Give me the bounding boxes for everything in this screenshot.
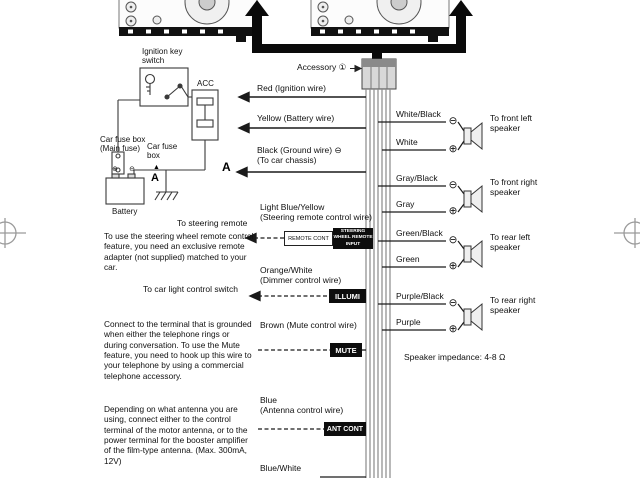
speaker-wire-neg-label: Purple/Black: [396, 291, 444, 301]
steering-note: To use the steering wheel remote control feature, you need an exclusive remote adapter (not supplied) matched to your car.: [104, 231, 254, 273]
ground-icon: [155, 192, 178, 200]
battery-minus-icon: ⊖: [129, 165, 135, 173]
to-steering-remote-label: To steering remote: [177, 218, 248, 228]
speaker-icon: [464, 241, 482, 267]
battery-label: Battery: [112, 207, 138, 216]
acc-label: ACC: [197, 79, 214, 88]
speaker-dest-label: To front right speaker: [490, 177, 538, 197]
plus-icon: ⊕: [448, 205, 458, 217]
speaker-wire-pos-label: Gray: [396, 199, 415, 209]
antenna-wire-sublabel: (Antenna control wire): [260, 405, 344, 415]
yellow-wire-label: Yellow (Battery wire): [257, 113, 335, 123]
steering-wire-label: Light Blue/Yellow: [260, 202, 325, 212]
harness-connector: [362, 59, 396, 89]
mute-note: Connect to the terminal that is grounded when either the telephone rings or during conversation. To use the Mute feature, you need to hook up this wire to your telephone by using a commercial telephone accessory.: [104, 319, 252, 381]
main-fuse-label: (Main fuse): [100, 144, 141, 153]
ignition-switch-label: Ignition key switch: [142, 47, 183, 66]
mute-box: MUTE: [330, 343, 362, 357]
plus-icon: ⊕: [448, 260, 458, 272]
accessory-pointer-icon: [350, 66, 361, 72]
blue-white-wire-label: Blue/White: [260, 463, 302, 473]
steering-input-box: STEERING WHEEL REMOTE INPUT: [333, 228, 373, 249]
speaker-dest-label: To rear right speaker: [490, 295, 536, 315]
speaker-wire-neg-label: Green/Black: [396, 228, 443, 238]
speaker-icon: [464, 123, 482, 149]
speaker-dest-label: To rear left speaker: [490, 232, 531, 252]
minus-icon: ⊖: [448, 234, 458, 246]
illumi-box: ILLUMI: [329, 289, 366, 303]
minus-icon: ⊖: [448, 115, 458, 127]
steering-wire-sublabel: (Steering remote control wire): [260, 212, 372, 222]
registration-mark-right: [614, 218, 640, 248]
to-car-light-label: To car light control switch: [143, 284, 238, 294]
speaker-icon: [464, 186, 482, 212]
antenna-note: Depending on what antenna you are using, connect either to the control terminal of the motor antenna, or to the power terminal for the booster amplifier of the film-type antenna. (Max. 300mA, 12V): [104, 404, 248, 466]
black-wire-sublabel: (To car chassis): [257, 155, 317, 165]
minus-icon: ⊖: [448, 179, 458, 191]
harness-trunk: [252, 44, 466, 60]
chassis-marker-a2: A: [151, 172, 159, 184]
accessory-label: Accessory ①: [297, 62, 347, 72]
speaker-impedance-label: Speaker impedance: 4-8 Ω: [404, 352, 506, 362]
ant-cont-box: ANT CONT: [324, 422, 366, 436]
battery-plus-icon: ⊕: [112, 165, 118, 173]
speaker-wire-pos-label: Green: [396, 254, 420, 264]
chassis-marker-arrow-icon: ▲: [153, 164, 160, 171]
illumi-wire-sublabel: (Dimmer control wire): [260, 275, 342, 285]
speaker-dest-label: To front left speaker: [490, 113, 533, 133]
speaker-wire-pos-label: White: [396, 137, 418, 147]
speaker-icon: [464, 304, 482, 330]
car-fuse-box-label: Car fuse box: [147, 142, 178, 161]
head-unit-left: [119, 0, 257, 42]
antenna-wire-label: Blue: [260, 395, 278, 405]
harness-arrow-right-icon: [449, 0, 473, 49]
speaker-wire-neg-label: White/Black: [396, 109, 441, 119]
head-unit-right: [311, 0, 449, 42]
car-fuse-box-main-label: Car fuse box: [100, 135, 146, 144]
remote-cont-box: REMOTE CONT: [284, 231, 333, 246]
registration-mark-left: [0, 218, 26, 248]
mute-wire-label: Brown (Mute control wire): [260, 320, 357, 330]
plus-icon: ⊕: [448, 143, 458, 155]
black-wire-label: Black (Ground wire) ⊖: [257, 145, 342, 155]
red-wire-label: Red (Ignition wire): [257, 83, 326, 93]
minus-icon: ⊖: [448, 297, 458, 309]
plus-icon: ⊕: [448, 323, 458, 335]
illumi-wire-label: Orange/White: [260, 265, 313, 275]
speaker-wire-neg-label: Gray/Black: [396, 173, 438, 183]
wire-bundle: [366, 89, 390, 478]
speaker-wire-pos-label: Purple: [396, 317, 421, 327]
chassis-marker-a: A: [222, 160, 231, 174]
